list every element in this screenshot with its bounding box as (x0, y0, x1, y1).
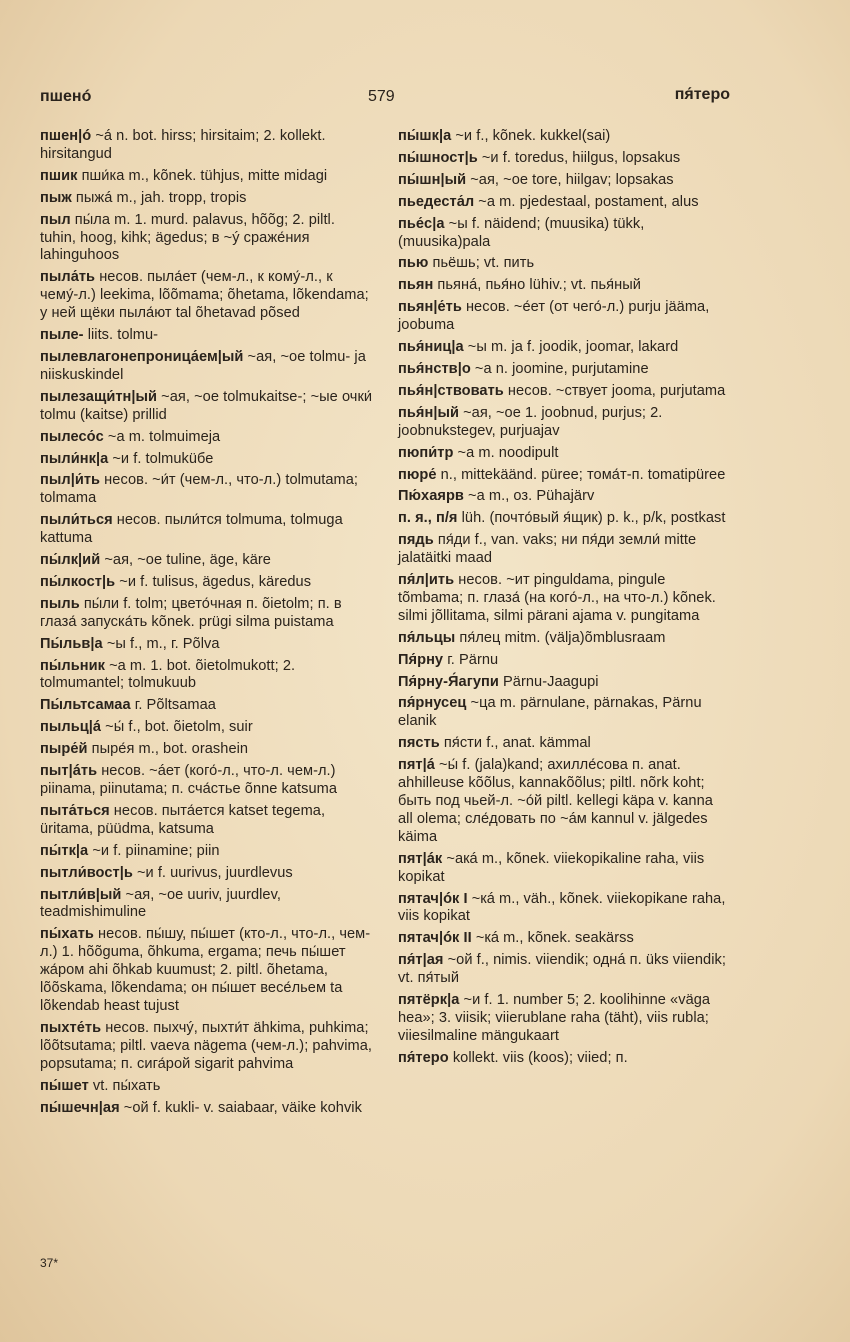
entry-headword: пы́шк|а (398, 128, 452, 144)
entry-definition: vt. пы́хать (88, 1077, 161, 1094)
entry-definition: пя́лец mitm. (välja)õmblusraam (455, 629, 666, 646)
entry-headword: пыль (40, 595, 80, 612)
entry-headword: пылесо́с (40, 428, 104, 445)
entry-definition: несов. ~е́ет (от чего́-л.) purju jääma, joobuma (398, 299, 710, 334)
entry-headword: пьедеста́л (398, 193, 475, 210)
entry-headword: пы́хать (40, 926, 94, 943)
left-column (40, 128, 373, 1121)
dictionary-entry (398, 383, 731, 401)
header-right-word: пя́теро (674, 86, 730, 103)
dictionary-entry (40, 865, 373, 883)
entry-definition: ~ая, ~ое tore, hiilgav; lopsakas (466, 171, 674, 188)
entry-headword: Пы́льв|а (40, 635, 103, 652)
entry-definition: ~ой f., nimis. viiendik; однá п. üks viiendik; vt. пя́тый (398, 952, 726, 987)
entry-definition: пши́ка m., kõnek. tühjus, mitte midagi (77, 167, 328, 184)
dictionary-entry (398, 735, 731, 753)
dictionary-entry (398, 445, 731, 463)
entry-definition: n., mittekäänd. püree; тома́т-п. tomatipüree (436, 466, 726, 483)
dictionary-entry (398, 150, 731, 168)
dictionary-entry (398, 695, 731, 731)
dictionary-entry (40, 451, 373, 469)
entry-definition: несов. ~ит pinguldama, pingule tõmbama; п. глаза́ (на кого́-л., на что-л.) kõnek. silmi jõllitama, silmi pärani ajama v. pungitama (398, 572, 716, 624)
dictionary-entry (40, 552, 373, 570)
entry-headword: пыта́ться (40, 802, 110, 819)
entry-definition: ~ы f., m., г. Põlva (102, 635, 220, 652)
dictionary-entry (398, 652, 731, 670)
entry-definition: несов. ~áет (кого́-л., что-л. чем-л.) piinama, piinutama; п. сча́стье õnne katsuma (40, 763, 338, 797)
entry-headword: Пя́рну-Я́агупи (398, 673, 499, 690)
dictionary-entry (40, 596, 373, 632)
dictionary-entry (398, 299, 731, 335)
entry-headword: пят|á (398, 757, 435, 774)
entry-headword: пы́шечн|ая (40, 1099, 120, 1116)
entry-headword: пя́л|ить (398, 572, 455, 589)
entry-definition: ~ой f. kukli- v. saiabaar, väike kohvik (119, 1099, 362, 1116)
dictionary-entry (40, 429, 373, 447)
dictionary-entry (40, 719, 373, 737)
entry-headword: пытли́вост|ь (40, 864, 133, 881)
entry-headword: пядь (398, 532, 434, 549)
page-number: 579 (368, 88, 395, 105)
entry-headword: пя́т|ая (398, 952, 444, 969)
dictionary-entry (398, 952, 731, 988)
dictionary-entry (40, 574, 373, 592)
entry-headword: пятёрк|а (398, 992, 460, 1009)
dictionary-entry (398, 255, 731, 273)
dictionary-entry (40, 636, 373, 654)
entry-definition: ~и f. tulisus, ägedus, käredus (115, 573, 312, 590)
entry-definition: ~и f. 1. number 5; 2. koolihinne «väga hea»; 3. viisik; viierublane raha (täht), viis rubla; viiesilmaline mängukaart (398, 992, 711, 1044)
dictionary-entry (40, 1100, 373, 1118)
entry-headword: пы́лк|ий (40, 552, 101, 569)
entry-headword: пыл|и́ть (40, 472, 101, 489)
entry-definition: несов. пыта́ется katset tegema, üritama, püüdma, katsuma (40, 802, 326, 837)
entry-headword: пья́н|ствовать (398, 382, 504, 399)
entry-definition: несов. ~ствует jooma, purjutama (503, 382, 726, 399)
entry-definition: ~а n. joomine, purjutamine (470, 360, 649, 377)
entry-headword: Пю́хаярв (398, 488, 464, 505)
entry-headword: пятач|óк II (398, 930, 472, 947)
entry-definition: ~а m. pjedestaal, postament, alus (474, 193, 699, 210)
entry-headword: пья́н|ый (398, 404, 459, 421)
entry-headword: пыхте́ть (40, 1019, 102, 1036)
dictionary-entry (398, 851, 731, 887)
entry-definition: ~ая, ~ое uuriv, juurdlev, teadmishimuline (40, 886, 281, 921)
entry-headword: пытли́в|ый (40, 886, 122, 903)
entry-definition: Pärnu-Jaagupi (498, 673, 599, 690)
entry-definition: пьёшь; vt. пить (428, 255, 535, 272)
entry-definition: ~кá m., väh., kõnek. viiekopikane raha, viis kopikat (398, 890, 726, 925)
entry-headword: пья́ниц|а (398, 339, 464, 356)
entry-headword: пшен|ó (40, 128, 92, 144)
dictionary-entry (40, 168, 373, 186)
dictionary-entry (40, 472, 373, 508)
dictionary-entry (40, 389, 373, 425)
entry-headword: пылезащи́тн|ый (40, 388, 158, 405)
entry-definition: ~и f. piinamine; piin (88, 842, 220, 859)
right-column (398, 128, 731, 1072)
dictionary-entry (40, 327, 373, 345)
entry-headword: Пы́льтсамаа (40, 697, 131, 714)
entry-headword: пят|áк (398, 850, 443, 867)
dictionary-entry (398, 992, 731, 1046)
entry-headword: пя́льцы (398, 629, 456, 646)
entry-definition: пыжá m., jah. tropp, tropis (71, 189, 247, 206)
dictionary-entry (40, 128, 373, 164)
entry-headword: пыре́й (40, 741, 88, 758)
dictionary-entry (398, 172, 731, 190)
entry-definition: г. Pärnu (443, 651, 499, 668)
dictionary-entry (40, 190, 373, 208)
entry-headword: пьян (398, 277, 434, 294)
entry-definition: несов. пыхчý, пыхти́т ähkima, puhkima; lõõtsutama; piltl. vaeva nägema (чем-л.); pahvima, popsutama; п. сига́рой sigarit pahvima (40, 1019, 373, 1072)
entry-headword: пылевлагонепроница́ем|ый (40, 348, 244, 365)
entry-headword: пье́с|а (398, 215, 445, 232)
dictionary-entry (40, 741, 373, 759)
entry-headword: пыт|áть (40, 763, 98, 780)
dictionary-entry (398, 405, 731, 441)
entry-headword: пы́лкост|ь (40, 573, 116, 590)
entry-headword: п. я., п/я (398, 510, 458, 527)
entry-definition: ~ы́ f., bot. õietolm, suir (101, 719, 253, 736)
dictionary-entry (40, 512, 373, 548)
entry-headword: пясть (398, 735, 440, 752)
dictionary-entry (40, 763, 373, 799)
dictionary-entry (398, 128, 731, 146)
dictionary-entry (40, 843, 373, 861)
entry-definition: ~и f. tolmuküбе (108, 450, 214, 467)
signature-mark: 37* (40, 1256, 59, 1270)
dictionary-entry (398, 572, 731, 626)
entry-definition: пя́сти f., anat. kämmal (439, 735, 591, 752)
entry-headword: пыли́нк|а (40, 450, 109, 467)
entry-definition: несов. пыли́тся tolmuma, tolmuga kattuma (40, 512, 343, 547)
entry-headword: пы́льник (40, 657, 105, 674)
entry-definition: пя́ди f., van. vaks; ни пя́ди земли́ mitte jalatäitki maad (398, 532, 697, 567)
entry-headword: пыльц|á (40, 719, 102, 736)
dictionary-entry (40, 697, 373, 715)
entry-definition: ~ы m. ja f. joodik, joomar, lakard (463, 339, 679, 356)
dictionary-entry (398, 488, 731, 506)
entry-definition: несов. ~и́т (чем-л., что-л.) tolmutama; tolmama (40, 472, 359, 507)
entry-definition: ~ая, ~ое tuline, äge, käre (100, 552, 271, 569)
entry-definition: ~и f. toredus, hiilgus, lopsakus (477, 149, 681, 166)
entry-headword: пью (398, 255, 429, 272)
entry-definition: ~а m. tolmuimeja (103, 428, 221, 445)
entry-definition: ~акá m., kõnek. viiekopikaline raha, viis kopikat (398, 850, 705, 885)
dictionary-entry (40, 269, 373, 323)
entry-headword: пья́нств|о (398, 360, 471, 377)
entry-definition: ~ы́ f. (jala)kand; ахилле́сова п. anat. ahhilleuse kõõlus, kannakõõlus; piltl. nõrk koht; быть под чьей-л. ~о́й piltl. kellegi käpa v. kanna all olema; сле́довать по ~áм kannul v. jälgedes käima (398, 757, 713, 845)
entry-definition: ~а m. 1. bot. õietolmukott; 2. tolmumantel; tolmukuub (40, 657, 296, 692)
entry-headword: пы́шет (40, 1077, 89, 1094)
dictionary-entry (398, 216, 731, 252)
entry-definition: пыре́я m., bot. orashein (87, 741, 249, 758)
dictionary-entry (398, 361, 731, 379)
dictionary-entry (398, 339, 731, 357)
entry-definition: kollekt. viis (koos); viied; п. (448, 1049, 628, 1066)
entry-headword: пыле- (40, 327, 84, 344)
entry-headword: пюпи́тр (398, 444, 454, 461)
entry-headword: пы́шност|ь (398, 149, 478, 166)
entry-definition: ~ца m. pärnulane, pärnakas, Pärnu elanik (398, 695, 702, 730)
dictionary-entry (40, 1078, 373, 1096)
entry-headword: пьян|е́ть (398, 299, 462, 316)
dictionary-entry (398, 194, 731, 212)
dictionary-entry (40, 926, 373, 1016)
dictionary-entry (40, 887, 373, 923)
entry-definition: ~кá m., kõnek. seakärss (471, 930, 634, 947)
entry-definition: ~á n. bot. hirss; hirsitaim; 2. kollekt. hirsitangud (40, 128, 326, 162)
header-left-word: пшенó (40, 88, 92, 105)
dictionary-entry (398, 467, 731, 485)
entry-headword: пыж (40, 189, 72, 206)
entry-headword: пшик (40, 167, 78, 184)
entry-headword: Пя́рну (398, 651, 444, 668)
entry-definition: пы́ла m. 1. murd. palavus, hõõg; 2. piltl. tuhin, hoog, kihk; ägedus; в ~ý сраже́ния lahinguhoos (40, 211, 335, 264)
entry-headword: пя́теро (398, 1049, 449, 1066)
dictionary-entry (40, 1020, 373, 1074)
entry-headword: пыла́ть (40, 269, 96, 286)
entry-definition: ~а m. noodipult (453, 444, 559, 461)
entry-definition: ~а m., оз. Pühajärv (463, 488, 595, 505)
entry-definition: несов. пы́шу, пы́шет (кто-л., что-л., чем-л.) 1. hõõguma, õhkuma, ergama; печь пы́шет жа́ром ahi õhkab kuumust; 2. piltl. õhetama, lõõskama, lõkendama; он пы́шет весе́льем ta lõkendab heast tujust (40, 926, 371, 1014)
dictionary-entry (398, 891, 731, 927)
entry-definition: ~ы f. näidend; (muusika) tükk, (muusika)pala (398, 215, 645, 250)
dictionary-entry (40, 212, 373, 266)
entry-headword: пя́рнусец (398, 695, 467, 712)
dictionary-entry (398, 1050, 731, 1068)
entry-definition: несов. пыла́ет (чем-л., к кому́-л., к чему́-л.) leekima, lõõmama; õhetama, lõkendama; у ней щёки пыла́ют tal õhetavad põsed (40, 269, 369, 322)
entry-definition: ~и f., kõnek. kukkel(sai) (451, 128, 611, 144)
dictionary-entry (398, 757, 731, 847)
entry-headword: пы́шн|ый (398, 171, 467, 188)
entry-definition: lüh. (почто́вый я́щик) p. k., p/k, postkast (457, 510, 726, 527)
entry-definition: ~и f. uurivus, juurdlevus (132, 864, 293, 881)
entry-headword: пыли́ться (40, 512, 113, 529)
entry-definition: пы́ли f. tolm; цвето́чная п. õietolm; п. в глаза́ запуска́ть kõnek. prügi silma puistama (40, 595, 342, 630)
dictionary-entry (40, 658, 373, 694)
entry-definition: пьянá, пья́но lühiv.; vt. пья́ный (433, 277, 641, 294)
entry-definition: ~ая, ~ое tolmukaitse-; ~ые очки́ tolmu (kaitse) prillid (40, 388, 373, 423)
entry-headword: пятач|óк I (398, 890, 468, 907)
entry-definition: ~ая, ~ое 1. joobnud, purjus; 2. joobnukstegev, purjuajav (398, 404, 663, 439)
entry-headword: пюре́ (398, 466, 437, 483)
dictionary-entry (398, 674, 731, 692)
entry-headword: пы́тк|а (40, 842, 89, 859)
entry-definition: liits. tolmu- (83, 327, 159, 344)
dictionary-entry (398, 630, 731, 648)
dictionary-entry (398, 930, 731, 948)
entry-definition: ~ая, ~ое tolmu- ja niiskuskindel (40, 348, 366, 383)
dictionary-entry (40, 803, 373, 839)
entry-definition: г. Põltsamaa (130, 697, 216, 714)
entry-headword: пыл (40, 211, 71, 228)
dictionary-entry (398, 277, 731, 295)
dictionary-entry (40, 349, 373, 385)
dictionary-entry (398, 510, 731, 528)
dictionary-entry (398, 532, 731, 568)
